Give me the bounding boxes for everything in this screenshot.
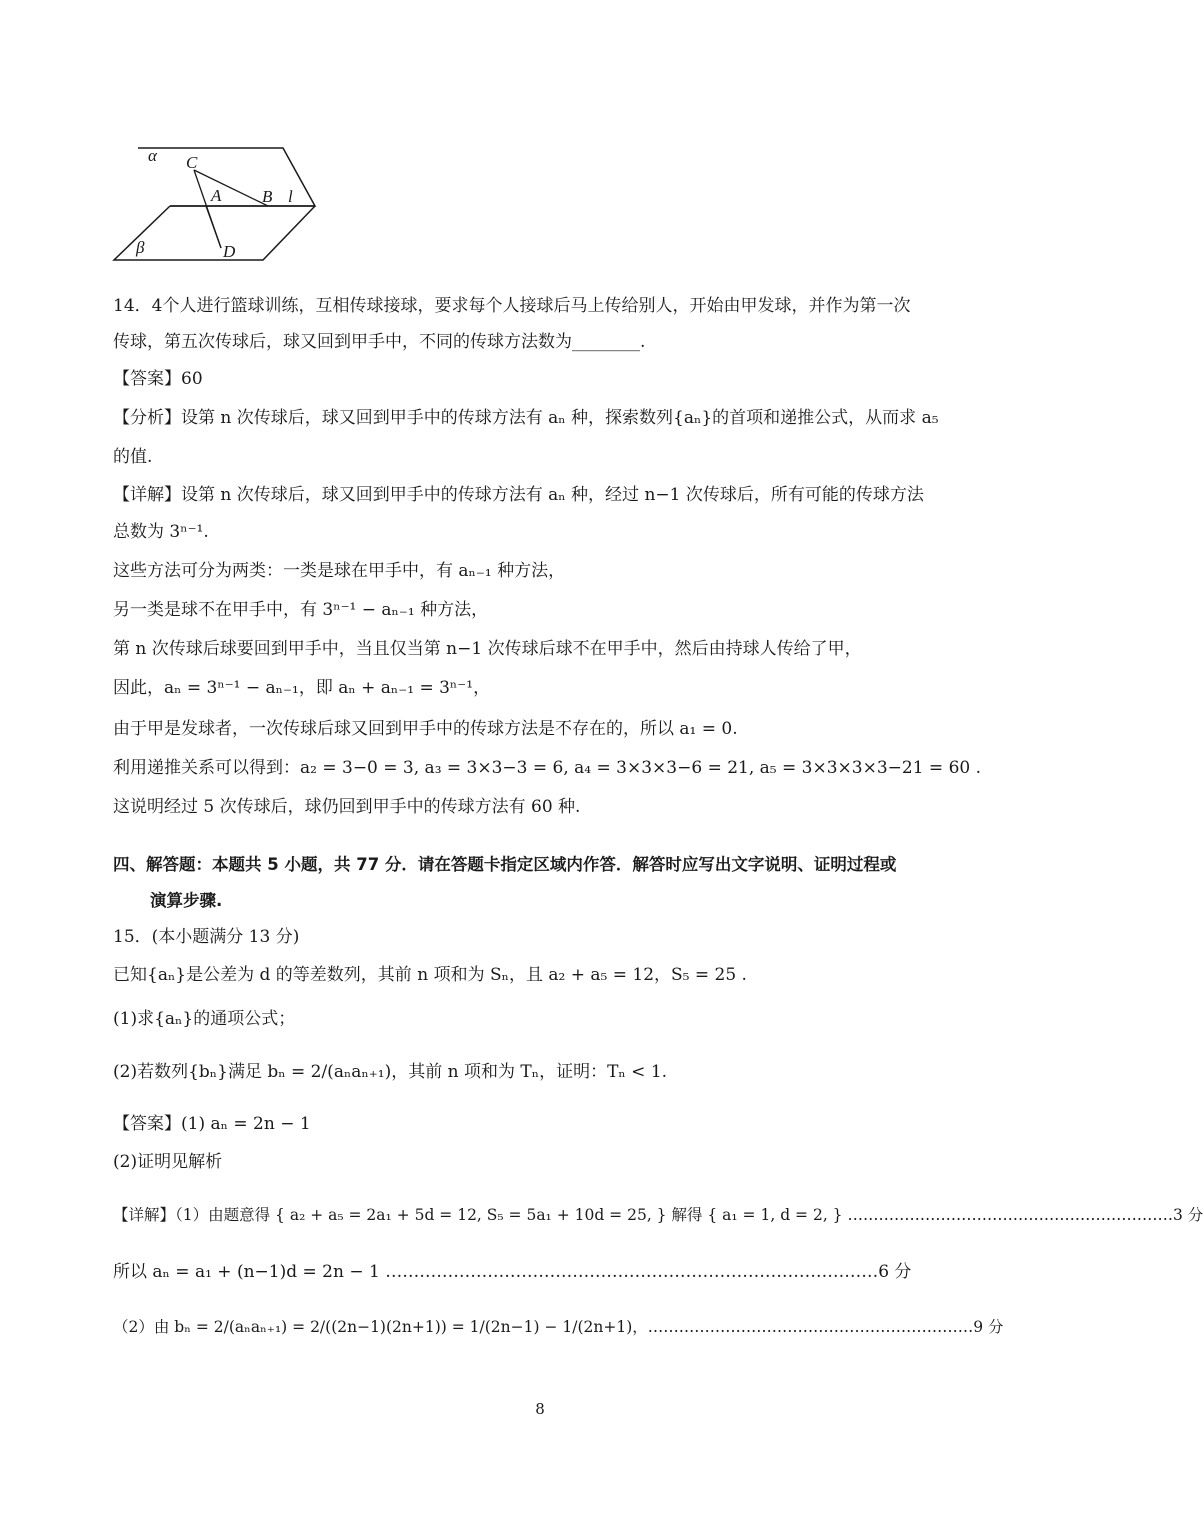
- q14-detail-line-3: 这些方法可分为两类：一类是球在甲手中，有 aₙ₋₁ 种方法，: [113, 561, 566, 581]
- q15-detail-line-1: 【详解】（1）由题意得 { a₂ + a₅ = 2a₁ + 5d = 12, S₅ = 5a₁ + 10d = 25, } 解得 { a₁ = 1, d = 2, } ………………………………………………………3 分: [113, 1206, 1203, 1224]
- q15-stem: 已知{aₙ}是公差为 d 的等差数列，其前 n 项和为 Sₙ，且 a₂ + a₅ = 12，S₅ = 25 .: [113, 965, 747, 985]
- q15-detail-line-3: （2）由 bₙ = 2/(aₙaₙ₊₁) = 2/((2n−1)(2n+1)) = 1/(2n−1) − 1/(2n+1)，………………………………………………………9 分: [113, 1318, 1004, 1336]
- section4-heading-line-2: 演算步骤.: [150, 891, 223, 910]
- label-b: B: [262, 187, 273, 206]
- q14-analysis-line-1: 【分析】设第 n 次传球后，球又回到甲手中的传球方法有 aₙ 种，探索数列{aₙ}的首项和递推公式，从而求 a₅: [113, 408, 939, 428]
- dihedral-angle-figure: [108, 140, 328, 270]
- q15-title: 15．(本小题满分 13 分): [113, 927, 300, 947]
- q14-answer: 【答案】60: [113, 369, 203, 389]
- q14-detail-line-4: 另一类是球不在甲手中，有 3ⁿ⁻¹ − aₙ₋₁ 种方法，: [113, 600, 489, 620]
- q14-detail-line-1: 【详解】设第 n 次传球后，球又回到甲手中的传球方法有 aₙ 种，经过 n−1 次传球后，所有可能的传球方法: [113, 485, 924, 505]
- q15-part-1: (1)求{aₙ}的通项公式；: [113, 1009, 296, 1029]
- section4-heading-line-1: 四、解答题：本题共 5 小题，共 77 分．请在答题卡指定区域内作答．解答时应写出文字说明、证明过程或: [113, 855, 897, 874]
- label-c: C: [186, 153, 198, 172]
- segment-ad: [206, 206, 221, 248]
- q15-part-2: (2)若数列{bₙ}满足 bₙ = 2/(aₙaₙ₊₁)，其前 n 项和为 Tₙ，证明：Tₙ < 1.: [113, 1062, 668, 1082]
- q14-detail-line-2: 总数为 3ⁿ⁻¹.: [113, 522, 209, 542]
- label-a: A: [211, 186, 222, 205]
- q14-stem-line-1: 14．4个人进行篮球训练，互相传球接球，要求每个人接球后马上传给别人，开始由甲发球，并作为第一次: [113, 296, 911, 316]
- q14-analysis-line-2: 的值.: [113, 447, 153, 467]
- q14-detail-line-6: 因此，aₙ = 3ⁿ⁻¹ − aₙ₋₁，即 aₙ + aₙ₋₁ = 3ⁿ⁻¹，: [113, 678, 491, 698]
- q15-detail-line-2: 所以 aₙ = a₁ + (n−1)d = 2n − 1 ……………………………………………………………………………6 分: [113, 1262, 912, 1282]
- label-d: D: [223, 242, 236, 261]
- label-alpha: α: [148, 146, 157, 165]
- q14-stem-line-2: 传球，第五次传球后，球又回到甲手中，不同的传球方法数为________.: [113, 332, 646, 352]
- q15-answer-1: 【答案】(1) aₙ = 2n − 1: [113, 1114, 311, 1134]
- q15-answer-2: (2)证明见解析: [113, 1152, 223, 1172]
- q14-detail-line-5: 第 n 次传球后球要回到甲手中，当且仅当第 n−1 次传球后球不在甲手中，然后由持球人传给了甲，: [113, 639, 862, 659]
- q14-detail-line-8: 利用递推关系可以得到：a₂ = 3−0 = 3, a₃ = 3×3−3 = 6, a₄ = 3×3×3−6 = 21, a₅ = 3×3×3×3−21 = 60 .: [113, 758, 982, 778]
- label-beta: β: [136, 238, 145, 257]
- label-l: l: [288, 187, 293, 206]
- page-number: 8: [535, 1400, 545, 1418]
- q14-detail-line-9: 这说明经过 5 次传球后，球仍回到甲手中的传球方法有 60 种.: [113, 797, 581, 817]
- q14-detail-line-7: 由于甲是发球者，一次传球后球又回到甲手中的传球方法是不存在的，所以 a₁ = 0.: [113, 719, 738, 739]
